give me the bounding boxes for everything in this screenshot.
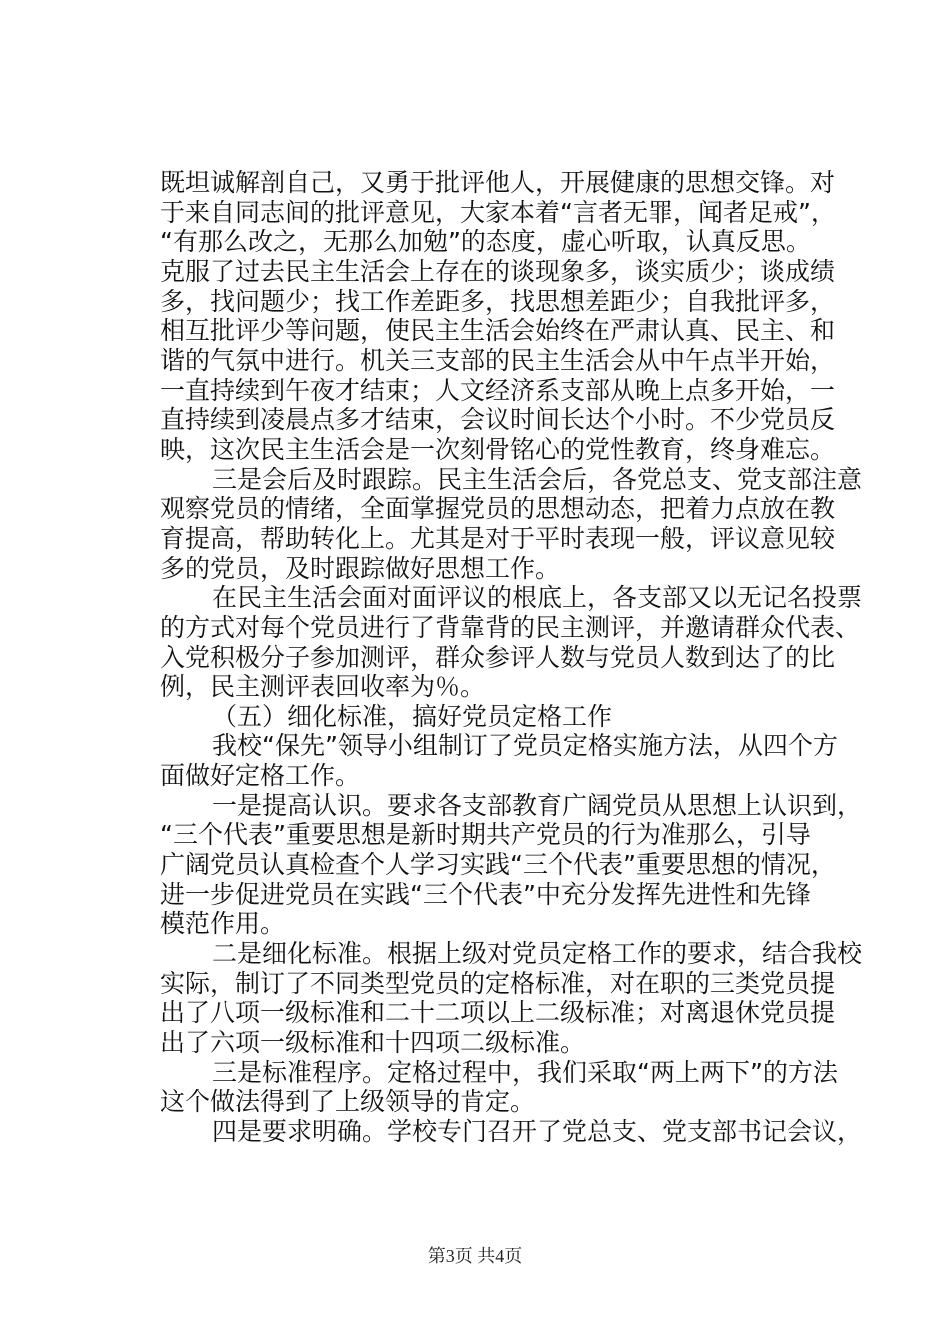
text-line: 于来自同志间的批评意见，大家本着“言者无罪，闻者足戒”， <box>160 197 836 227</box>
text-line: 入党积极分子参加测评，群众参评人数与党员人数到达了的比 <box>160 642 836 672</box>
text-line: 克服了过去民主生活会上存在的谈现象多，谈实质少；谈成绩 <box>160 256 836 286</box>
paragraph <box>160 464 863 584</box>
text-line: 在民主生活会面对面评议的根底上，各支部又以无记名投票 <box>212 583 863 613</box>
text-line: 进一步促进党员在实践“三个代表”中充分发挥先进性和先锋 <box>160 879 811 909</box>
text-line: 多，找问题少；找工作差距多，找思想差距少；自我批评多， <box>160 286 836 316</box>
paragraph <box>160 1117 863 1147</box>
text-line: 既坦诚解剖自己，又勇于批评他人，开展健康的思想交锋。对 <box>160 168 836 197</box>
text-line: 相互批评少等问题，使民主生活会始终在严肃认真、民主、和 <box>160 316 836 346</box>
text-line: 观察党员的情绪，全面掌握党员的思想动态，把着力点放在教 <box>160 494 836 524</box>
paragraph <box>160 731 838 791</box>
text-line: 一直持续到午夜才结束；人文经济系支部从晚上点多开始，一 <box>160 375 836 405</box>
document-body <box>160 168 863 1147</box>
text-line: 映，这次民主生活会是一次刻骨铭心的党性教育，终身难忘。 <box>160 434 836 464</box>
text-line: 二是细化标准。根据上级对党员定格工作的要求，结合我校 <box>212 939 863 969</box>
text-line: 广阔党员认真检查个人学习实践“三个代表”重要思想的情况， <box>160 850 836 880</box>
text-line: （五）细化标准，搞好党员定格工作 <box>212 701 613 731</box>
paragraph <box>160 702 798 732</box>
text-line: 育提高，帮助转化上。尤其是对于平时表现一般，评议意见较 <box>160 523 836 553</box>
text-line: 出了六项一级标准和十四项二级标准。 <box>160 1028 586 1058</box>
text-line: 实际，制订了不同类型党员的定格标准，对在职的三类党员提 <box>160 968 836 998</box>
paragraph <box>160 790 863 939</box>
text-line: “有那么改之，无那么加勉”的态度，虚心听取，认真反思。 <box>160 227 811 257</box>
paragraph <box>160 1057 838 1117</box>
text-line: “三个代表”重要思想是新时期共产党员的行为准那么，引导 <box>160 820 811 850</box>
text-line: 这个做法得到了上级领导的肯定。 <box>160 1087 536 1117</box>
text-line: 的方式对每个党员进行了背靠背的民主测评，并邀请群众代表、 <box>160 612 861 642</box>
text-line: 一是提高认识。要求各支部教育广阔党员从思想上认识到， <box>212 790 863 820</box>
paragraph <box>160 583 863 702</box>
text-line: 四是要求明确。学校专门召开了党总支、党支部书记会议， <box>212 1117 863 1146</box>
text-line: 三是会后及时跟踪。民主生活会后，各党总支、党支部注意 <box>212 464 863 494</box>
text-line: 我校“保先”领导小组制订了党员定格实施方法，从四个方 <box>212 731 838 761</box>
paragraph <box>160 939 863 1058</box>
text-line: 直持续到凌晨点多才结束，会议时间长达个小时。不少党员反 <box>160 405 836 435</box>
text-line: 例，民主测评表回收率为％。 <box>160 672 486 702</box>
page-footer: 第3页 共4页 <box>427 1246 523 1266</box>
text-line: 模范作用。 <box>160 909 286 939</box>
paragraph <box>160 168 836 465</box>
text-line: 面做好定格工作。 <box>160 761 361 791</box>
text-line: 出了八项一级标准和二十二项以上二级标准；对离退休党员提 <box>160 998 836 1028</box>
text-line: 三是标准程序。定格过程中，我们采取“两上两下”的方法 <box>212 1057 838 1087</box>
text-line: 谐的气氛中进行。机关三支部的民主生活会从中午点半开始， <box>160 345 836 375</box>
text-line: 多的党员，及时跟踪做好思想工作。 <box>160 553 561 583</box>
